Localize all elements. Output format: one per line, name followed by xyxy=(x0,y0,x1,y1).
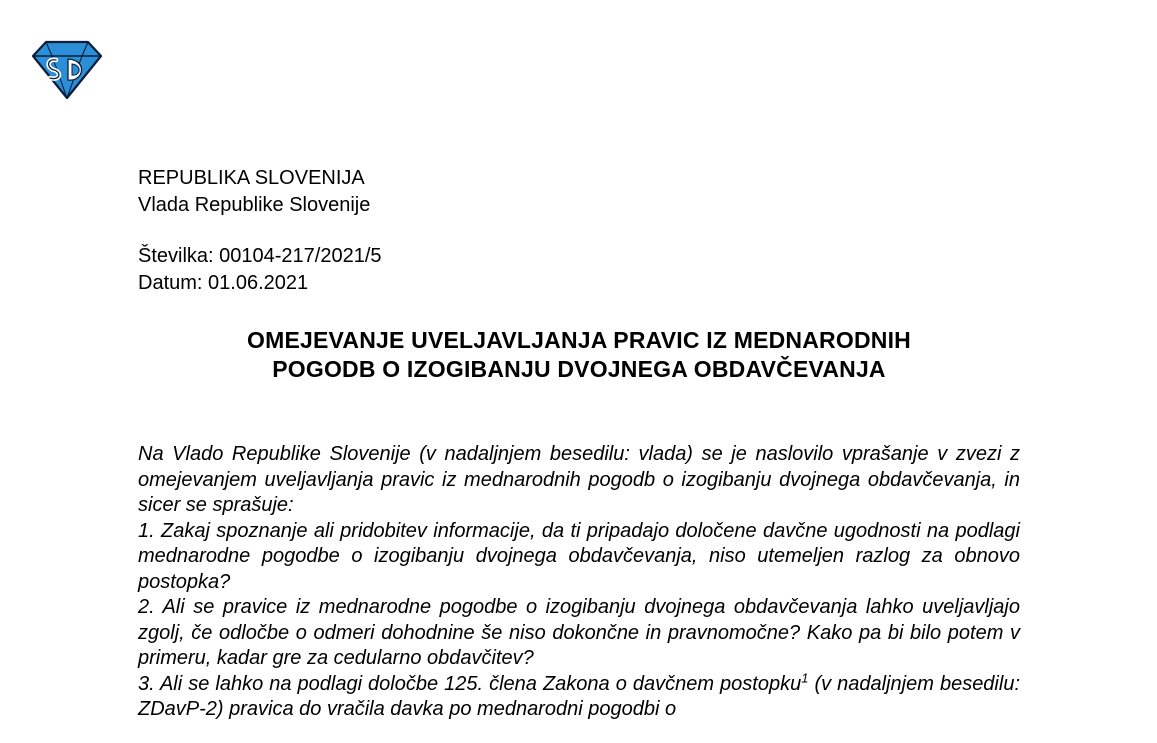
issuer-republic: REPUBLIKA SLOVENIJA xyxy=(138,167,365,189)
body-question-1: 1. Zakaj spoznanje ali pridobitev informacije, da ti pripadajo določene davčne ugodnosti na podlagi mednarodne pogodbe o izogibanju dvojnega obdavčevanja, niso utemeljen razlog za obnovo postopka? xyxy=(138,519,1020,593)
title-line-1: OMEJEVANJE UVELJAVLJANJA PRAVIC IZ MEDNARODNIH xyxy=(247,327,911,353)
document-meta xyxy=(138,243,382,297)
issuer-header xyxy=(138,165,370,219)
footnote-ref[interactable]: 1 xyxy=(801,669,809,685)
issuer-government: Vlada Republike Slovenije xyxy=(138,194,371,216)
sd-diamond-logo-icon xyxy=(30,40,104,100)
document-date: Datum: 01.06.2021 xyxy=(138,272,309,294)
body-intro: Na Vlado Republike Slovenije (v nadaljnjem besedilu: vlada) se je naslovilo vprašanje v zvezi z omejevanjem uveljavljanja pravic iz mednarodnih pogodb o izogibanju dvojnega obdavčevanja, in sicer se sprašuje: xyxy=(138,443,1020,516)
document-number: Številka: 00104-217/2021/5 xyxy=(138,245,382,267)
document-body xyxy=(138,442,1020,723)
title-line-2: POGODB O IZOGIBANJU DVOJNEGA OBDAVČEVANJA xyxy=(272,356,886,382)
body-question-2: 2. Ali se pravice iz mednarodne pogodbe o izogibanju dvojnega obdavčevanja lahko uveljavljajo zgolj, če odločbe o odmeri dohodnine še niso dokončne in pravnomočne? Kako pa bi bilo potem v primeru, kadar gre za cedularno obdavčitev? xyxy=(138,596,1020,669)
question-3-rest: (v nadaljnjem besedilu: ZDavP-2) pravica do vračila davka po mednarodni pogodbi o xyxy=(138,672,1021,720)
sd-logo xyxy=(30,40,104,100)
body-question-3 xyxy=(138,669,1021,723)
question-3-start: 3. Ali se lahko na podlagi določbe 125. člena Zakona o davčnem postopku xyxy=(138,672,802,695)
document-title xyxy=(138,326,1020,384)
